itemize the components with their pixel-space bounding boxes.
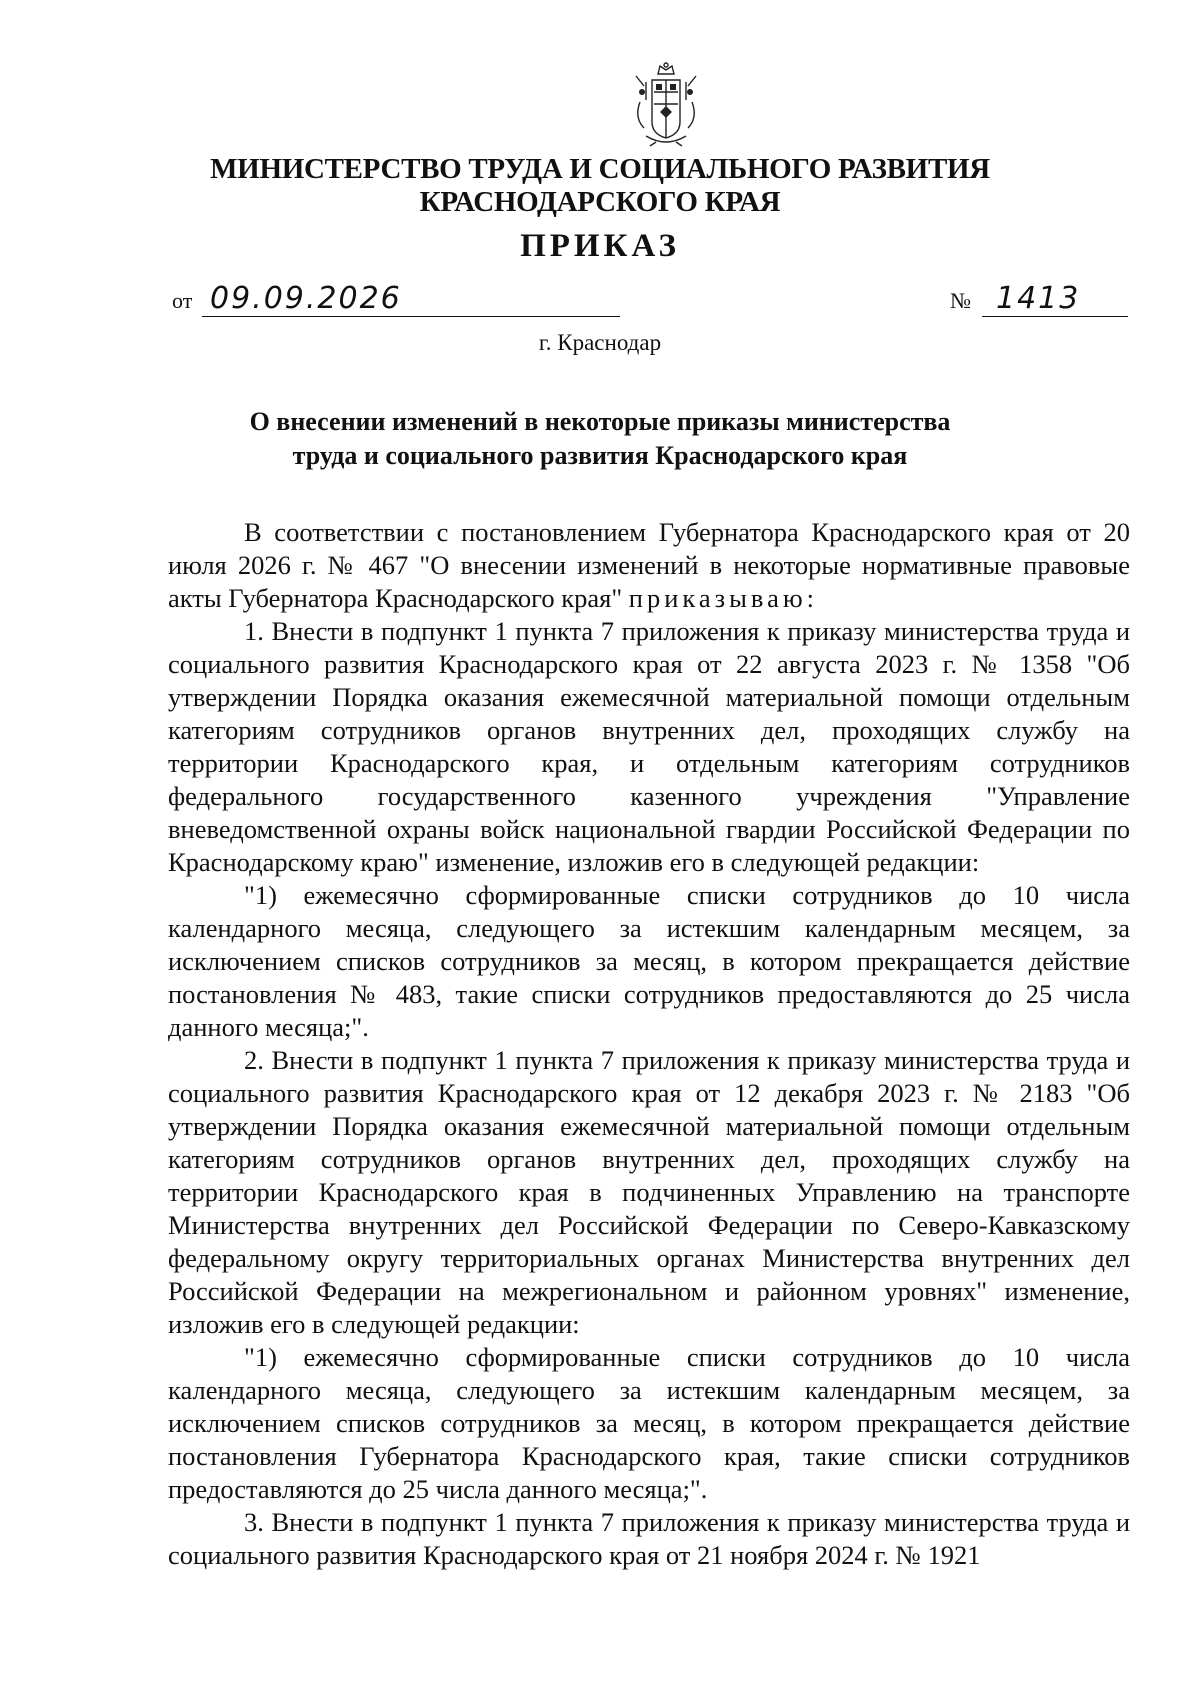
item-2-quote-paragraph: "1) ежемесячно сформированные списки сотрудников до 10 числа календарного месяца, следующего за истекшим календарным месяцем, за исключением списков сотрудников за месяц, в котором прекращается действие постановления Губернатора Краснодарского края, такие списки сотрудников предоставляются до 25 числа данного месяца;". (168, 1342, 1130, 1504)
organization-name-line1: МИНИСТЕРСТВО ТРУДА И СОЦИАЛЬНОГО РАЗВИТИЯ (210, 153, 990, 185)
organization-name (0, 153, 1200, 219)
item-1-quote-paragraph: "1) ежемесячно сформированные списки сотрудников до 10 числа календарного месяца, следующего за истекшим календарным месяцем, за исключением списков сотрудников за месяц, в котором прекращается действие постановления № 483, такие списки сотрудников предоставляются до 25 числа данного месяца;". (168, 880, 1130, 1042)
preamble-paragraph (168, 516, 1130, 615)
number-prefix: № (950, 288, 971, 313)
document-subject (0, 405, 1200, 473)
item-3-paragraph: 3. Внести в подпункт 1 пункта 7 приложения к приказу министерства труда и социального развития Краснодарского края от 21 ноября 2024 г. № 1921 (168, 1507, 1130, 1570)
preamble-text: В соответствии с постановлением Губернатора Краснодарского края от 20 июля 2026 г. № 467 "О внесении изменений в некоторые нормативные правовые акты Губернатора Краснодарского края" (168, 517, 1130, 613)
document-type: ПРИКАЗ (520, 228, 680, 264)
date-prefix: от (172, 288, 193, 313)
date-number-row (172, 282, 1128, 322)
item-2-paragraph: 2. Внести в подпункт 1 пункта 7 приложения к приказу министерства труда и социального развития Краснодарского края от 12 декабря 2023 г. № 2183 "Об утверждении Порядка оказания ежемесячной материальной помощи отдельным категориям сотрудников органов внутренних дел, проходящих службу на территории Краснодарского края в подчиненных Управлению на транспорте Министерства внутренних дел Российской Федерации по Северо-Кавказскому федеральному округу территориальных органах Министерства внутренних дел Российской Федерации на межрегиональном и районном уровнях" изменение, изложив его в следующей редакции: (168, 1045, 1130, 1339)
order-word: приказываю: (628, 583, 819, 613)
document-number: 1413 (982, 282, 1128, 317)
organization-name-line2: КРАСНОДАРСКОГО КРАЯ (419, 186, 781, 218)
coat-of-arms-icon (630, 62, 702, 148)
document-date: 09.09.2026 (202, 282, 620, 317)
document-body (168, 516, 1130, 1572)
subject-line1: О внесении изменений в некоторые приказы министерства (249, 407, 951, 436)
city: г. Краснодар (538, 330, 662, 355)
item-1-paragraph: 1. Внести в подпункт 1 пункта 7 приложения к приказу министерства труда и социального развития Краснодарского края от 22 августа 2023 г. № 1358 "Об утверждении Порядка оказания ежемесячной материальной помощи отдельным категориям сотрудников органов внутренних дел, проходящих службу на территории Краснодарского края, и отдельным категориям сотрудников федерального государственного казенного учреждения "Управление вневедомственной охраны войск национальной гвардии Российской Федерации по Краснодарскому краю" изменение, изложив его в следующей редакции: (168, 616, 1130, 877)
subject-line2: труда и социального развития Краснодарского края (292, 441, 908, 470)
